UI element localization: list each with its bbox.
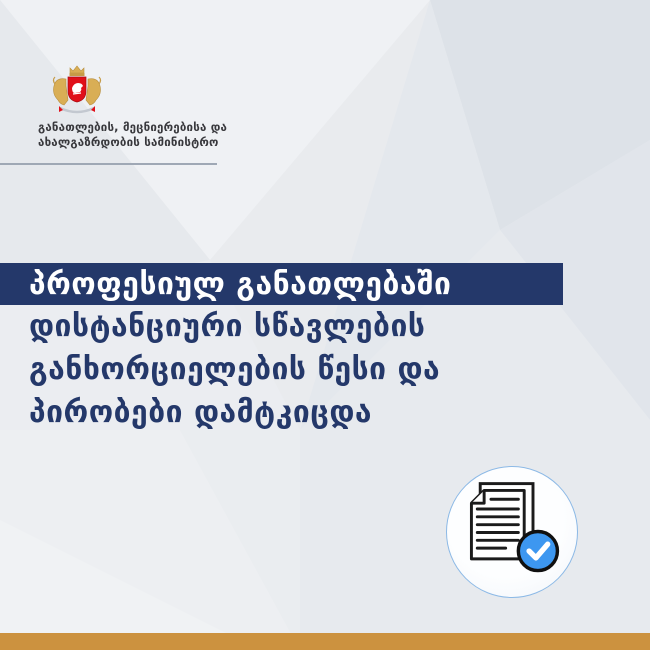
ministry-name-line2: ახალგაზრდობის სამინისტრო: [38, 135, 219, 149]
headline-body: [29, 305, 440, 434]
headline-line1: პროფესიულ განათლებაში: [29, 266, 452, 302]
ministry-name: [38, 120, 227, 150]
headline-line2: დისტანციური სწავლების: [29, 309, 426, 344]
approved-document-icon: [446, 466, 578, 598]
georgia-coat-of-arms-icon: [46, 64, 108, 120]
ministry-name-line1: განათლების, მეცნიერებისა და: [38, 120, 228, 134]
checkmark-circle-icon: [518, 532, 557, 571]
headline-line3: განხორციელების წესი და: [29, 352, 441, 387]
header-divider: [0, 163, 217, 165]
headline-banner: [0, 263, 563, 305]
headline-line4: პირობები დამტკიცდა: [29, 395, 373, 430]
gold-footer-bar: [0, 633, 650, 650]
